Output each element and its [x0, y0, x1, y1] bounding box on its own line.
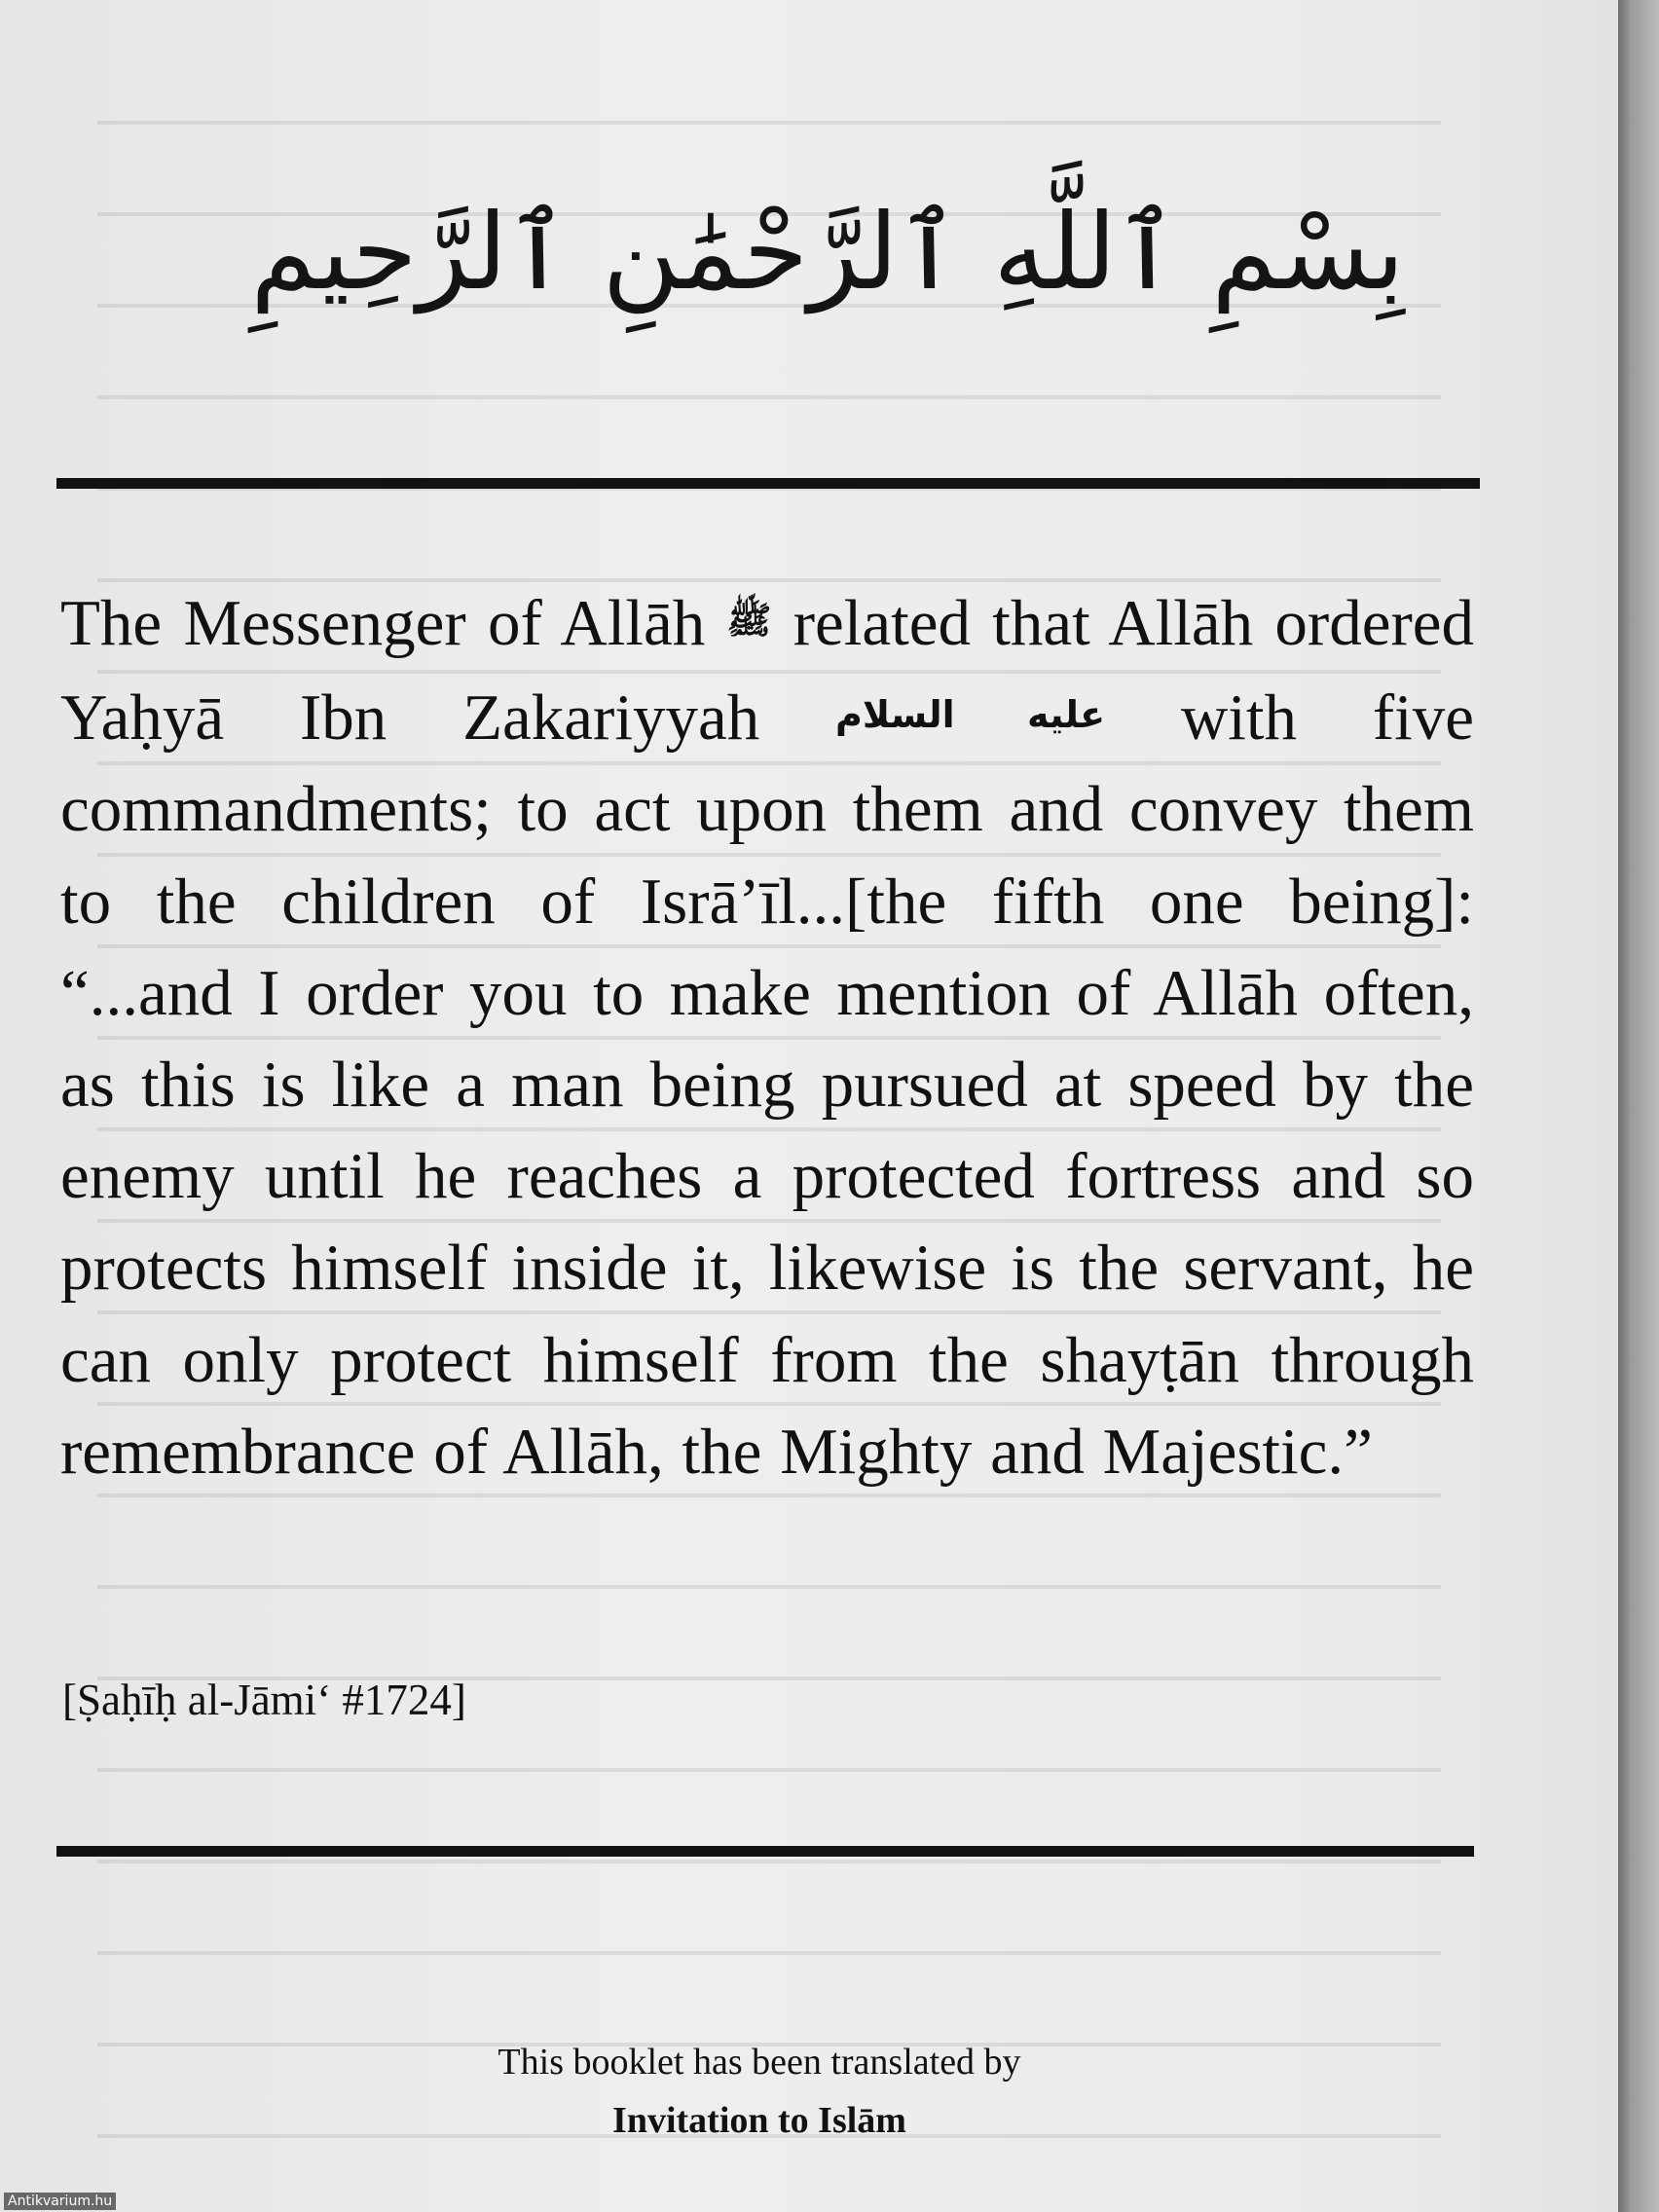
site-watermark: Antikvarium.hu: [4, 2193, 116, 2210]
translator-credit-line: This booklet has been translated by: [498, 2042, 1021, 2083]
hadith-paragraph: [60, 574, 1474, 1497]
hadith-text-2: related that Allāh ordered Yaḥyā Ibn Zakariyyah: [60, 587, 1474, 755]
page-edge-shadow: [1618, 0, 1659, 2212]
bottom-divider-rule: [56, 1846, 1474, 1857]
basmala-calligraphy: بِسْمِ ٱللَّهِ ٱلرَّحْمَٰنِ ٱلرَّحِيمِ: [250, 192, 1405, 313]
hadith-text-1: The Messenger of Allāh: [60, 587, 706, 659]
top-divider-rule: [56, 478, 1480, 489]
salutation-glyph-alayhi: عليه السلام: [835, 693, 1106, 737]
translator-name: Invitation to Islām: [612, 2100, 906, 2141]
salutation-glyph: ﷺ: [726, 599, 772, 642]
hadith-text-3: with five commandments; to act upon them and convey them to the children of Isrā’īl...[the fifth one being]: “...and I order you to make mention of Allāh often, as this is like a man being pursued at speed by the enemy until he reaches a protected fortress and so protects himself inside it, likewise is the servant, he can only protect himself from the shayṭān through remembrance of Allāh, the Mighty and Majestic.”: [60, 682, 1475, 1488]
hadith-citation: [Ṣaḥīḥ al-Jāmi‘ #1724]: [62, 1676, 466, 1724]
